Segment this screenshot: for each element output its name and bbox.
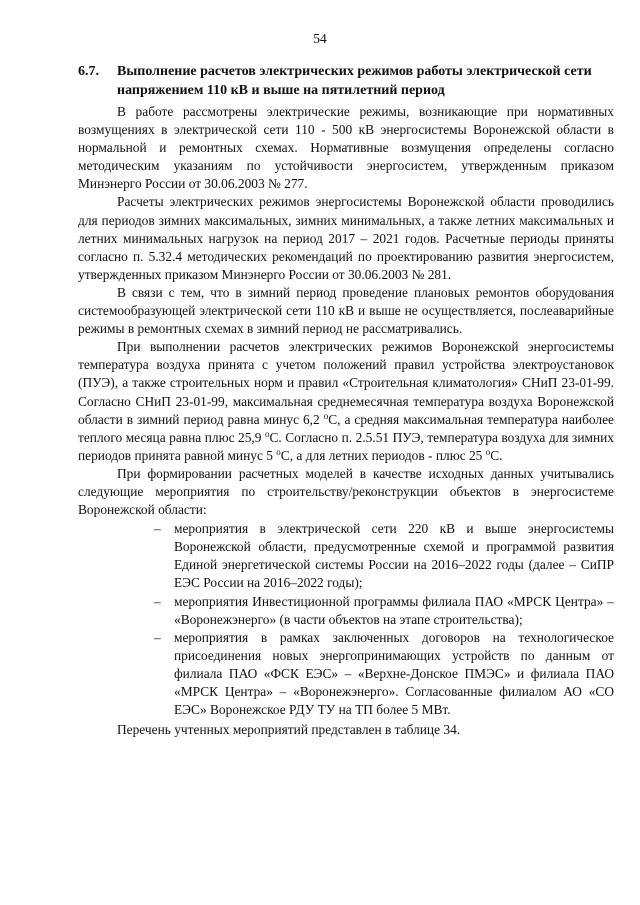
degree-sign: o [323,410,329,421]
paragraph-modes: В работе рассмотрены электрические режимы, возникающие при нормативных возмущениях в электрической сети 110 - 500 кВ энергосистемы Воронежской области в нормальной и ремонтных схемах. Нормативные возмущения определены согласно методическим указаниям по устойчивости энергосистем, утвержденным приказом Минэнерго России от 30.06.2003 № 277. [78,104,614,192]
list-item: – мероприятия в рамках заключенных договоров на технологическое присоединения новых энергопринимающих устройств по данным от филиала ПАО «ФСК ЕЭС» – «Верхне-Донское ПМЭС» и филиала ПАО «МРСК Центра» – «Воронежэнерго». Согласованные филиалом АО «СО ЕЭС» Воронежское РДУ ТУ на ТП более 5 МВт. [154,629,614,718]
paragraph-repairs: В связи с тем, что в зимний период проведение плановых ремонтов оборудования системообразующей электрической сети 110 кВ и выше не осуществляется, послеаварийные режимы в ремонтных схемах в зимний период не рассматривались. [78,284,614,337]
page-number: 54 [313,31,327,46]
list-item: – мероприятия в электрической сети 220 кВ и выше энергосистемы Воронежской области, предусмотренные схемой и программой развития Единой энергетической системы России на 2016–2022 годы (далее – СиПР ЕЭС России на 2016–2022 годы); [154,521,614,591]
section-heading [78,62,614,100]
dash-bullet: – [154,521,161,537]
paragraph-temperature: При выполнении расчетов электрических режимов Воронежской энергосистемы температура воздуха принята с учетом положений правил устройства электроустановок (ПУЭ), а также строительных норм и правил «Строительная климатология» СНиП 23-01-99. Согласно СНиП 23-01-99, максимальная среднемесячная температура воздуха Воронежской области в зимний период равна минус 6,2 $^o$C, а средняя максимальная температура наиболее теплого месяца равна плюс 25,9 $^o$C. Согласно п. 2.5.51 ПУЭ, температура воздуха для зимних периодов принята равной минус 5 $^o$C, а для летних периодов - плюс 25 $^o$C. [78,339,615,463]
dash-bullet: – [154,593,161,609]
degree-sign: o [485,446,491,457]
degree-sign: o [276,446,281,457]
paragraph-closing: Перечень учтенных мероприятий представлен в таблице 34. [117,722,461,738]
document-body [78,103,614,739]
paragraph-measures-intro: При формировании расчетных моделей в качестве исходных данных учитывались следующие мероприятия по строительству/реконструкции объектов в энергосистеме Воронежской области: [78,465,614,518]
paragraph-periods: Расчеты электрических режимов энергосистемы Воронежской области проводились для периодов зимних максимальных, зимних минимальных, а также летних максимальных и летних минимальных нагрузок на период 2017 – 2021 годов. Расчетные периоды приняты согласно п. 5.32.4 методических рекомендаций по проектированию развития энергосистем, утвержденных приказом Минэнерго России от 30.06.2003 № 281. [78,194,614,282]
measures-list [78,520,614,719]
degree-sign: o [264,428,270,439]
section-title: Выполнение расчетов электрических режимов работы электрической сети напряжением 110 кВ и выше на пятилетний период [117,64,592,98]
list-item: – мероприятия Инвестиционной программы филиала ПАО «МРСК Центра» – «Воронежэнерго» (в части объектов на этапе строительства); [154,593,614,627]
section-number: 6.7. [78,64,99,79]
dash-bullet: – [154,629,161,645]
